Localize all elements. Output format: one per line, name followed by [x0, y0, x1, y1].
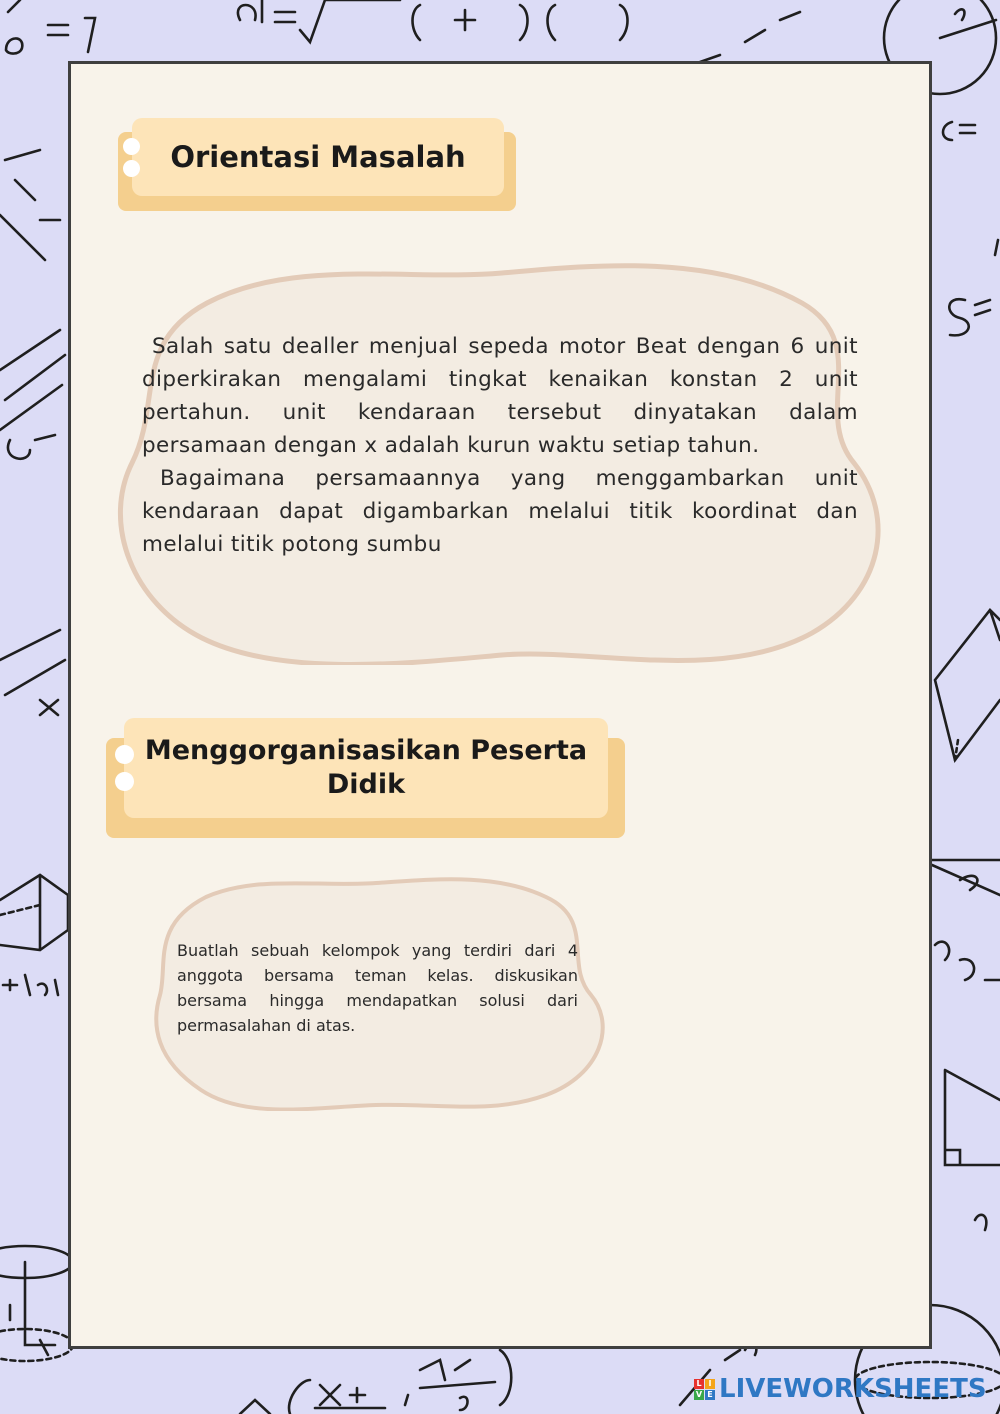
logo-text: LIVEWORKSHEETS [719, 1374, 987, 1404]
banner-dot [115, 745, 134, 764]
logo-letter-grid [694, 1379, 715, 1400]
banner-dot [123, 138, 140, 155]
logo-letter: E [705, 1390, 715, 1400]
section-banner-organisasi [106, 718, 626, 840]
section-banner-orientasi [118, 118, 518, 213]
problem-paragraph-2: Bagaimana persamaannya yang menggambarkan unit kendaraan dapat digambarkan melalui titik koordinat dan melalui titik potong sumbu [142, 466, 858, 557]
worksheet-page [68, 61, 932, 1349]
logo-letter: V [695, 1390, 703, 1399]
logo-letter: I [705, 1379, 715, 1389]
problem-paragraph-1: Salah satu dealler menjual sepeda motor Beat dengan 6 unit diperkirakan mengalami tingkat kenaikan konstan 2 unit pertahun. unit kendaraan tersebut dinyatakan dalam persamaan dengan x adalah kurun waktu setiap tahun. [142, 334, 858, 458]
banner-dot [123, 160, 140, 177]
section-title-organisasi-line2: Didik [326, 769, 406, 800]
banner-dot [115, 772, 134, 791]
section-title-organisasi-line1: Menggorganisasikan Peserta [144, 735, 588, 767]
liveworksheets-logo[interactable] [694, 1374, 987, 1404]
instruction-text: Buatlah sebuah kelompok yang terdiri dari 4 anggota bersama teman kelas. diskusikan bersama hingga mendapatkan solusi dari permasalahan di atas. [177, 941, 578, 1035]
logo-letter: L [694, 1379, 704, 1389]
section-title-orientasi: Orientasi Masalah [170, 139, 466, 174]
problem-statement [142, 330, 858, 561]
